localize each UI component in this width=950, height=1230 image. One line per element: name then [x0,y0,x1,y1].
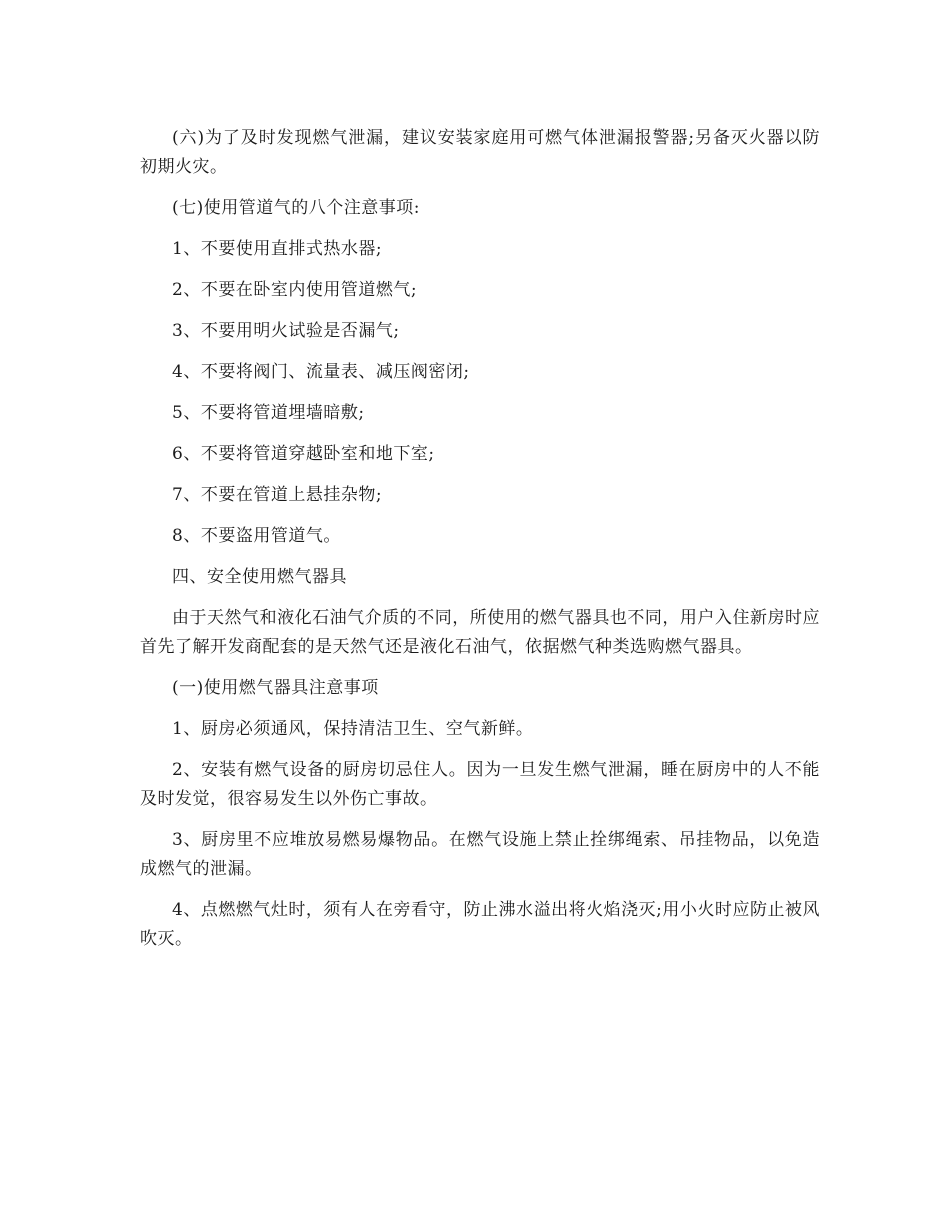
list-item-precaution-3: 3、厨房里不应堆放易燃易爆物品。在燃气设施上禁止拴绑绳索、吊挂物品，以免造成燃气的泄漏。 [140,830,820,879]
list-item-note-6: 6、不要将管道穿越卧室和地下室; [172,444,435,464]
list-item-note-5: 5、不要将管道埋墙暗敷; [172,403,365,423]
list-item-precaution-4: 4、点燃燃气灶时，须有人在旁看守，防止沸水溢出将火焰浇灭;用小火时应防止被风吹灭。 [140,900,820,949]
list-item-note-3: 3、不要用明火试验是否漏气; [172,321,400,341]
list-item-precaution-2: 2、安装有燃气设备的厨房切忌住人。因为一旦发生燃气泄漏，睡在厨房中的人不能及时发觉，很容易发生以外伤亡事故。 [140,760,820,809]
section-heading-appliances: 四、安全使用燃气器具 [172,567,347,587]
list-item-note-8: 8、不要盗用管道气。 [172,526,341,546]
paragraph-gas-alarm: (六)为了及时发现燃气泄漏，建议安装家庭用可燃气体泄漏报警器;另备灭火器以防初期火灾。 [140,128,820,177]
paragraph-pipeline-notes-heading: (七)使用管道气的八个注意事项: [172,198,420,218]
list-item-note-4: 4、不要将阀门、流量表、减压阀密闭; [172,362,470,382]
list-item-note-2: 2、不要在卧室内使用管道燃气; [172,280,418,300]
document-body [140,124,820,966]
list-item-note-7: 7、不要在管道上悬挂杂物; [172,485,383,505]
list-item-precaution-1: 1、厨房必须通风，保持清洁卫生、空气新鲜。 [172,719,534,739]
list-item-note-1: 1、不要使用直排式热水器; [172,239,383,259]
paragraph-appliance-intro: 由于天然气和液化石油气介质的不同，所使用的燃气器具也不同，用户入住新房时应首先了解开发商配套的是天然气还是液化石油气，依据燃气种类选购燃气器具。 [140,608,820,657]
subsection-heading-precautions: (一)使用燃气器具注意事项 [172,678,379,698]
